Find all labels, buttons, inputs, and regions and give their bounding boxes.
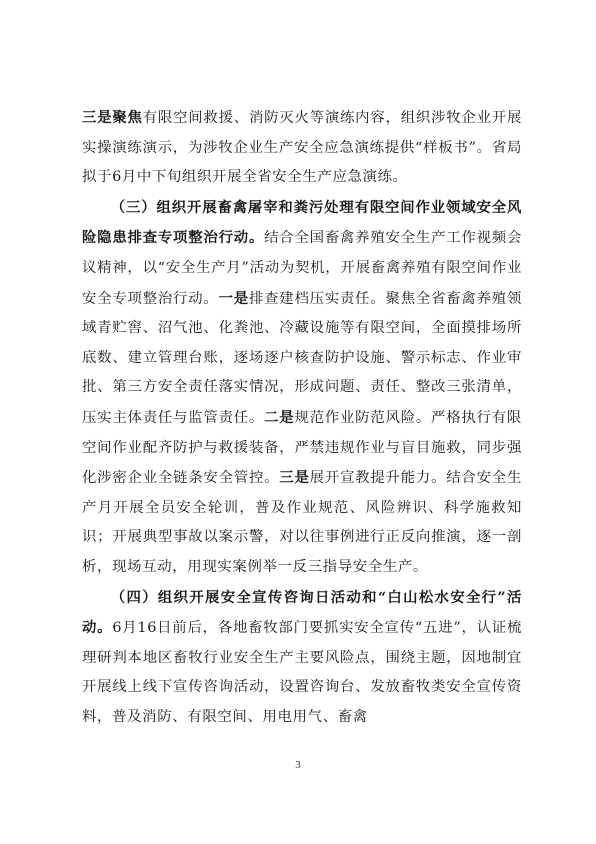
paragraph-drill [82,103,522,193]
emphasis-second-point: 二是 [264,408,295,426]
paragraph-text: 规范作业防范风险。严格执行有限空间作业配齐防护与救援装备，严禁违规作业与盲目施救，同步强化涉密企业全链条安全管控。 [82,409,522,487]
emphasis-third-point: 三是聚焦 [82,109,143,126]
section-heading-four: （四）组织开展安全宣传咨询日活动和“白山松水安全行”活动。 [82,588,522,637]
paragraph-text: 展开宣教提升能力。结合安全生产月开展全员安全轮训，普及作业规范、风险辨识、科学施救知识；开展典型事故以案示警，对以往事例进行正反向推演，逐一剖析，现场互动，用现实案例举一反三指导安全生产。 [82,470,522,575]
section-heading-three: （三）组织开展畜禽屠宰和粪污处理有限空间作业领域安全风险隐患排查专项整治行动。 [82,198,522,247]
paragraph-section-three [82,193,522,583]
paragraph-text: 有限空间救援、消防灭火等演练内容，组织涉牧企业开展实操演练演示，为涉牧企业生产安全应急演练提供“样板书”。省局拟于6月中下旬组织开展全省安全生产应急演练。 [82,110,522,186]
page-number: 3 [295,759,301,771]
document-body [82,103,522,732]
paragraph-text: 排查建档压实责任。聚焦全省畜禽养殖领域青贮窖、沼气池、化粪池、冷藏设施等有限空间，全面摸排场所底数、建立管理台账，逐场逐户核查防护设施、警示标志、作业审批、第三方安全责任落实情况，形成问题、责任、整改三张清单，压实主体责任与监管责任。 [82,290,522,426]
paragraph-section-four [82,583,522,733]
emphasis-first-point: 一是 [218,289,249,307]
emphasis-third-point: 三是 [279,469,310,487]
paragraph-text: 6月16日前后，各地畜牧部门要抓实安全宣传“五进”，认证梳理研判本地区畜牧行业安全生产主要风险点，围绕主题，因地制宜开展线上线下宣传咨询活动，设置咨询台、发放畜牧类安全宣传资料，普及消防、有限空间、用电用气、畜禽 [82,620,522,725]
paragraph-text: 结合全国畜禽养殖安全生产工作视频会议精神，以“安全生产月”活动为契机，开展畜禽养殖有限空间作业安全专项整治行动。 [82,230,522,307]
